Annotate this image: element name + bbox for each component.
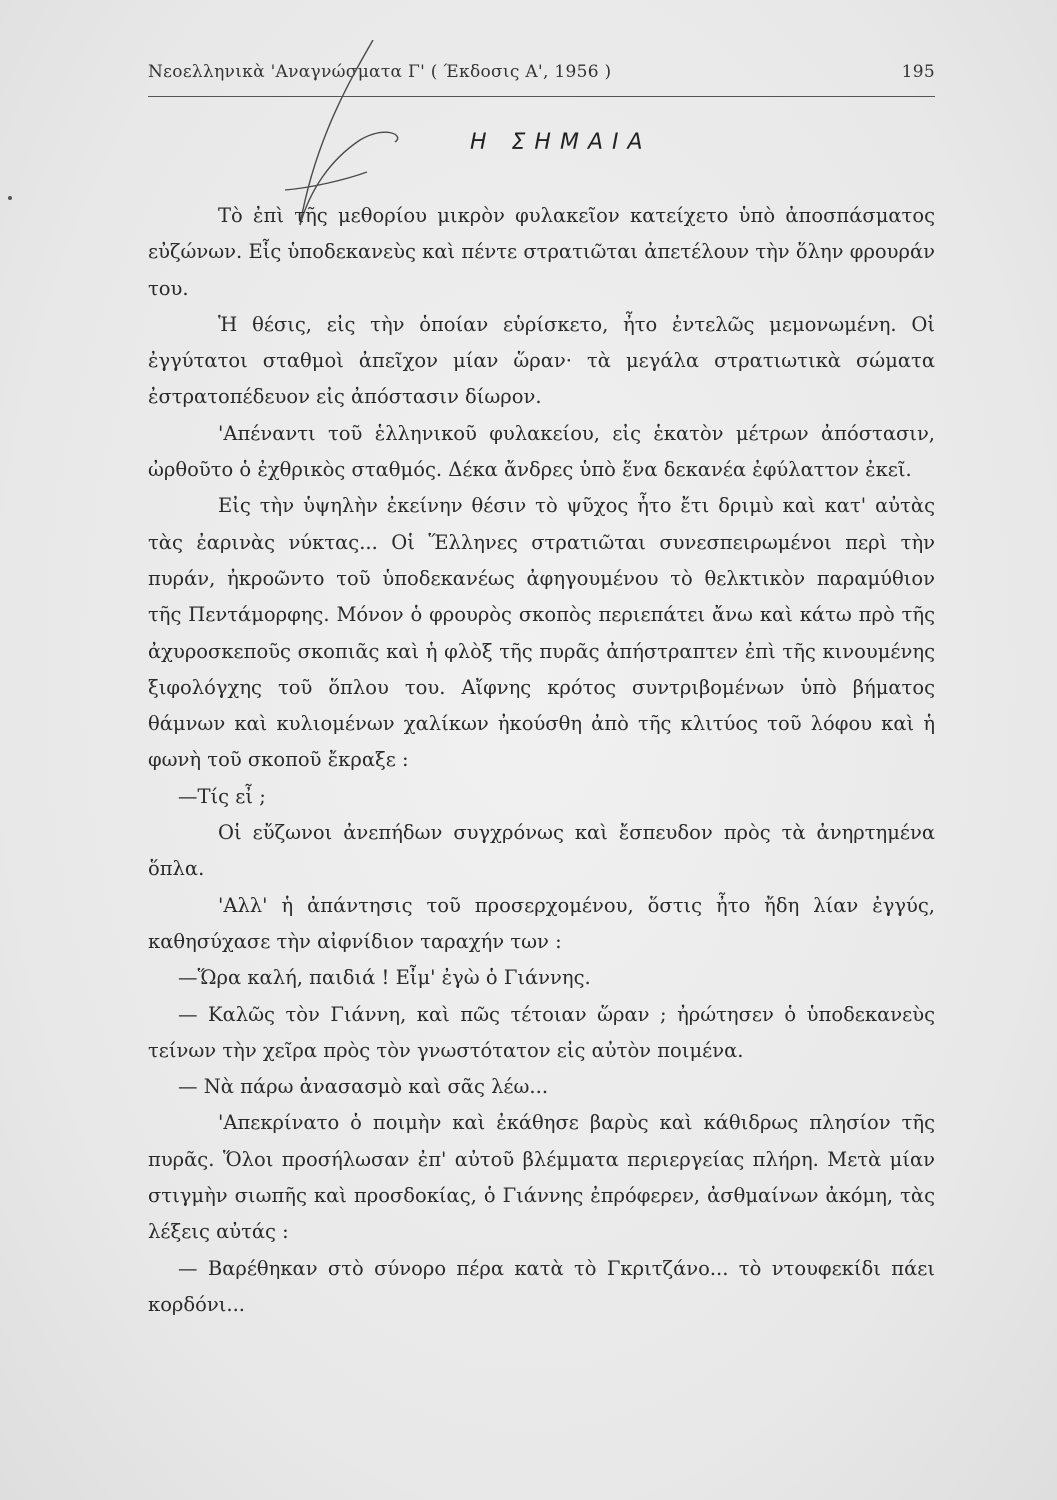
dialog-line: —Τίς εἶ ; xyxy=(178,784,266,808)
paragraph: 'Απέναντι τοῦ ἑλληνικοῦ φυλακείου, εἰς ἑκατὸν μέτρων ἀπόστασιν, ὠρθοῦτο ὁ ἐχθρικὸς σταθμός. Δέκα ἄνδρες ὑπὸ ἕνα δεκανέα ἐφύλαττον ἐκεῖ. xyxy=(148,421,935,482)
paragraph: Οἱ εὔζωνοι ἀνεπήδων συγχρόνως καὶ ἔσπευδον πρὸς τὰ ἀνηρτημένα ὅπλα. xyxy=(148,821,935,881)
dialog-line: — Βαρέθηκαν στὸ σύνορο πέρα κατὰ τὸ Γκριτζάνο... τὸ ντουφεκίδι πάει κορδόνι... xyxy=(148,1256,935,1316)
paragraph: Τὸ ἐπὶ τῆς μεθορίου μικρὸν φυλακεῖον κατείχετο ὑπὸ ἀποσπάσματος εὐζώνων. Εἷς ὑποδεκανεὺς καὶ πέντε στρατιῶται ἀπετέλουν τὴν ὅλην φρουράν του. xyxy=(148,204,935,300)
dialog-line: — Καλῶς τὸν Γιάννη, καὶ πῶς τέτοιαν ὥραν ; ἠρώτησεν ὁ ὑποδεκανεὺς τείνων τὴν χεῖρα πρὸς τὸν γνωστότατον εἰς αὐτὸν ποιμένα. xyxy=(148,1002,935,1062)
paragraph: 'Απεκρίνατο ὁ ποιμὴν καὶ ἐκάθησε βαρὺς καὶ κάθιδρως πλησίον τῆς πυρᾶς. Ὅλοι προσήλωσαν ἐπ' αὐτοῦ βλέμματα περιεργείας πλήρη. Μετὰ μίαν στιγμὴν σιωπῆς καὶ προσδοκίας, ὁ Γιάννης ἐπρόφερεν, ἀσθμαίνων ἀκόμη, τὰς λέξεις αὐτάς : xyxy=(148,1111,935,1244)
body-text xyxy=(148,198,935,1323)
paragraph: Ἡ θέσις, εἰς τὴν ὁποίαν εὑρίσκετο, ἦτο ἐντελῶς μεμονωμένη. Οἱ ἐγγύτατοι σταθμοὶ ἀπεῖχον μίαν ὥραν· τὰ μεγάλα στρατιωτικὰ σώματα ἐστρατοπέδευον εἰς ἀπόστασιν δίωρον. xyxy=(148,312,935,409)
paragraph: 'Αλλ' ἡ ἀπάντησις τοῦ προσερχομένου, ὅστις ἦτο ἤδη λίαν ἐγγύς, καθησύχασε τὴν αἰφνίδιον ταραχήν των : xyxy=(148,893,935,953)
stray-mark xyxy=(8,196,12,200)
page-number: 195 xyxy=(901,62,935,82)
paragraph: Εἰς τὴν ὑψηλὴν ἐκείνην θέσιν τὸ ψῦχος ἦτο ἔτι δριμὺ καὶ κατ' αὐτὰς τὰς ἐαρινὰς νύκτας... Οἱ Ἕλληνες στρατιῶται συνεσπειρωμένοι περὶ τὴν πυράν, ἠκροῶντο τοῦ ὑποδεκανέως ἀφηγουμένου τὸ θελκτικὸν παραμύθιον τῆς Πεντάμορφης. Μόνον ὁ φρουρὸς σκοπὸς περιεπάτει ἄνω καὶ κάτω πρὸ τῆς ἀχυροσκεποῦς σκοπιᾶς καὶ ἡ φλὸξ τῆς πυρᾶς ἀπήστραπτεν ἐπὶ τῆς κινουμένης ξιφολόγχης τοῦ ὅπλου του. Αἴφνης κρότος συντριβομένων ὑπὸ βήματος θάμνων καὶ κυλιομένων χαλίκων ἠκούσθη ἀπὸ τῆς κλιτύος τοῦ λόφου καὶ ἡ φωνὴ τοῦ σκοποῦ ἔκραξε : xyxy=(148,494,935,772)
dialog-line: — Νὰ πάρω ἀνασασμὸ καὶ σᾶς λέω... xyxy=(178,1075,549,1099)
chapter-title: Η ΣΗΜΑΙΑ xyxy=(470,130,652,155)
running-title: Νεοελληνικὰ 'Αναγνώσματα Γ' ( Έκδοσις Α', 1956 ) xyxy=(148,62,612,82)
dialog-line: —Ὥρα καλή, παιδιά ! Εἶμ' ἐγὼ ὁ Γιάννης. xyxy=(178,966,591,990)
